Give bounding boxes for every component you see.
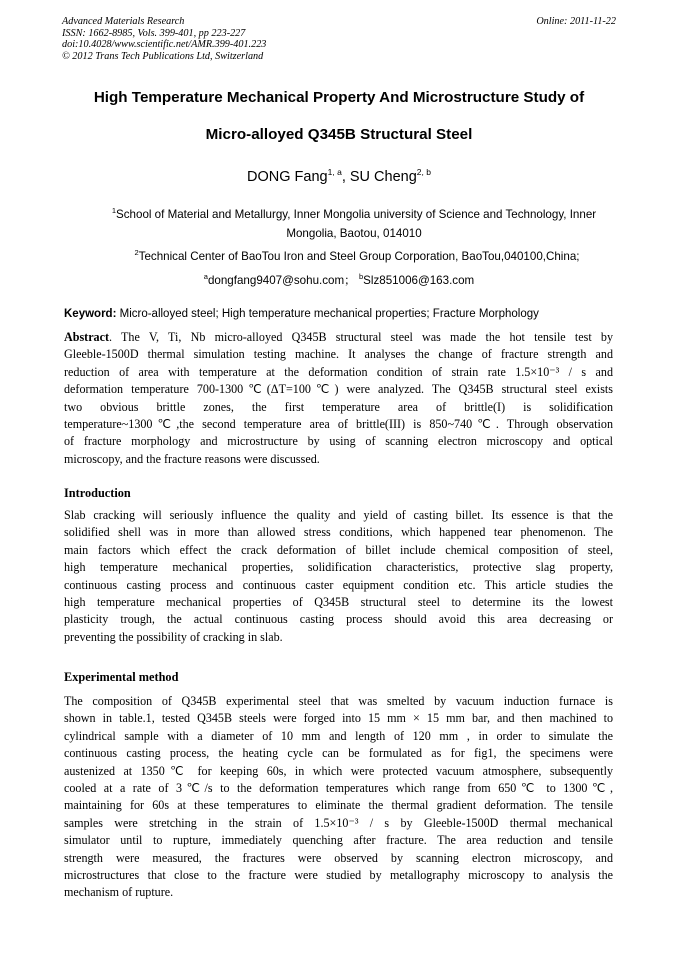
experimental-line: mechanism of rupture. <box>64 885 174 900</box>
email-b[interactable]: Slz851006@163.com <box>363 273 475 287</box>
email-b-mark: b <box>359 272 364 281</box>
abstract-line: two obvious brittle zones, the first temperature area of brittle(I) is solidification <box>64 399 613 414</box>
abstract-line: of fracture morphology and microstructure by using of scanning electron microscopy and optical <box>64 434 613 449</box>
introduction-line: preventing the possibility of cracking in slab. <box>64 629 283 644</box>
affiliation-1 <box>80 201 628 243</box>
experimental-line: continuous casting process, the heating cycle can be formulated as for fig1, the specimens were <box>64 746 613 761</box>
introduction-paragraph <box>64 507 613 646</box>
introduction-line: solidified shell was in more than allowed stress conditions, which happened tear phenomenon. The <box>64 525 613 540</box>
abstract-line: reduction of area with temperature at the deformation condition of strain rate 1.5×10⁻³ / s and <box>64 364 613 379</box>
journal-name: Advanced Materials Research <box>62 16 185 27</box>
author-1-name: DONG Fang <box>247 168 328 185</box>
journal-header <box>62 16 616 62</box>
introduction-line: Slab cracking will seriously influence the quality and yield of casting billet. Its essence is that the <box>64 508 613 522</box>
author-2-superscript: 2, b <box>416 167 431 177</box>
introduction-line: high temperature mechanical properties of Q345B structural steel to determine its the lowest <box>64 595 613 610</box>
experimental-line: cooled at a rate of 3℃/s to the deformation temperatures which range from 650℃ to 1300℃, <box>64 781 613 796</box>
experimental-line: cylindrical sample with a diameter of 10 mm and length of 120 mm , in order to simulate the <box>64 728 613 743</box>
abstract-label: Abstract <box>64 330 110 344</box>
abstract-paragraph <box>64 329 613 468</box>
experimental-line: simulator until to rupture, immediately quenching after fracture. The area reduction and tensile <box>64 833 613 848</box>
email-a-mark: a <box>203 272 208 281</box>
affiliation-2-mark: 2 <box>134 248 139 257</box>
experimental-line: strength were measured, the fractures were observed by scanning electron microscopy, and <box>64 850 613 865</box>
abstract-line: Gleeble-1500D thermal simulation testing machine. It analyses the change of fracture strength and <box>64 347 613 362</box>
keyword-label: Keyword: <box>64 308 117 320</box>
affiliation-2-text: Technical Center of BaoTou Iron and Steel Group Corporation, BaoTou,040100,China; <box>138 249 580 263</box>
email-a[interactable]: dongfang9407@sohu.com <box>207 273 345 287</box>
abstract-line: temperature~1300℃,the second temperature area of brittle(III) is 850~740℃. Through observation <box>64 417 613 432</box>
introduction-line: continuous casting process and continuous caster equipment condition etc. This article studies the <box>64 577 613 592</box>
paper-title-line-2: Micro-alloyed Q345B Structural Steel <box>205 126 473 143</box>
introduction-line: plasticity trough, the actual continuous casting process should avoid this area decreasing or <box>64 612 613 627</box>
doi-line: doi:10.4028/www.scientific.net/AMR.399-401.223 <box>62 39 267 50</box>
keyword-text: Micro-alloyed steel; High temperature mechanical properties; Fracture Morphology <box>119 308 539 320</box>
experimental-line: samples were stretching in the strain of 1.5×10⁻³ / s by Gleeble-1500D thermal mechanical <box>64 815 613 830</box>
affiliation-1-line-1: School of Material and Metallurgy, Inner Mongolia university of Science and Technology, Inner <box>116 207 597 221</box>
email-separator: ； <box>344 273 356 287</box>
experimental-line: microstructures that close to the fracture were studied by metallography microscopy to analysis the <box>64 868 613 883</box>
section-heading-experimental-method: Experimental method <box>64 670 179 684</box>
author-separator: , <box>341 168 350 185</box>
email-line <box>0 267 678 290</box>
experimental-line: maintaining for 60s at these temperatures to eliminate the thermal gradient deformation. The tensile <box>64 798 613 813</box>
experimental-line: shown in table.1, tested Q345B steels were forged into 15 mm × 15 mm bar, and then machined to <box>64 711 613 726</box>
affiliation-1-mark: 1 <box>111 206 117 215</box>
author-1-superscript: 1, a <box>327 167 342 177</box>
abstract-line: deformation temperature 700-1300℃(ΔT=100℃) were analyzed. The Q345B structural steel exists <box>64 382 613 397</box>
online-date: Online: 2011-11-22 <box>536 16 616 27</box>
experimental-line: austenized at 1350℃ for keeping 60s, in which were protected vacuum atmosphere, subsequently <box>64 763 613 778</box>
section-heading-introduction: Introduction <box>64 486 131 500</box>
abstract-line: . The V, Ti, Nb micro-alloyed Q345B structural steel was made the hot tensile test by <box>109 330 613 344</box>
experimental-paragraph <box>64 693 613 902</box>
abstract-line: microscopy, and the fracture reasons were discussed. <box>64 451 320 466</box>
paper-title-line-1: High Temperature Mechanical Property And Microstructure Study of <box>93 89 585 106</box>
affiliation-1-line-2: Mongolia, Baotou, 014010 <box>286 226 422 240</box>
introduction-line: main factors which effect the crack deformation of billet include chemical composition of steel, <box>64 542 613 557</box>
issn-line: ISSN: 1662-8985, Vols. 399-401, pp 223-227 <box>62 27 246 39</box>
keyword-line <box>64 308 624 320</box>
affiliation-2 <box>64 243 650 266</box>
introduction-line: high temperature mechanical properties, solidification characteristics, protective slag property, <box>64 560 613 575</box>
copyright-line: © 2012 Trans Tech Publications Ltd, Switzerland <box>62 50 264 62</box>
author-2-name: SU Cheng <box>349 168 417 185</box>
author-list <box>0 167 678 185</box>
experimental-line: The composition of Q345B experimental steel that was smelted by vacuum induction furnace is <box>64 694 613 708</box>
